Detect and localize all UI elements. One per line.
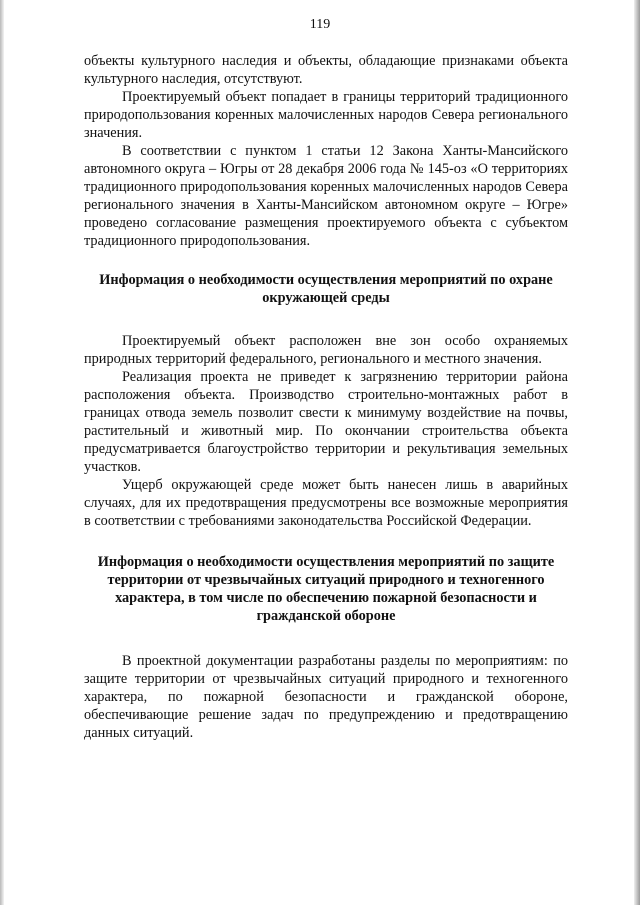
paragraph-emergency-damage: Ущерб окружающей среде может быть нанесен лишь в аварийных случаях, для их предотвращения предусмотрены все возможные мероприятия в соответствии с требованиями законодательства Российской Федерации. bbox=[84, 477, 568, 529]
paragraph-no-pollution: Реализация проекта не приведет к загрязнению территории района расположения объекта. Производство строительно-монтажных работ в границах отвода земель позволит свести к минимуму воздействие на почвы, растительный и животный мир. По окончании строительства объекта предусматривается благоустройство территории и рекультивация земельных участков. bbox=[84, 369, 568, 475]
paragraph-protected-areas: Проектируемый объект расположен вне зон особо охраняемых природных территорий федерального, регионального и местного значения. bbox=[84, 333, 568, 367]
document-body bbox=[84, 52, 568, 742]
paragraph-design-sections: В проектной документации разработаны разделы по мероприятиям: по защите территории от чрезвычайных ситуаций природного и техногенного характера, по пожарной безопасности и гражданской обороне, обеспечивающие решение задач по предупреждению и предотвращению данных ситуаций. bbox=[84, 653, 568, 741]
scan-edge-left bbox=[0, 0, 4, 905]
paragraph-cultural-heritage: объекты культурного наследия и объекты, обладающие признаками объекта культурного наследия, отсутствуют. bbox=[84, 53, 568, 87]
paragraph-law-approval: В соответствии с пунктом 1 статьи 12 Закона Ханты-Мансийского автономного округа – Югры от 28 декабря 2006 года № 145-оз «О территориях традиционного природопользования коренных малочисленных народов Севера регионального значения в Ханты-Мансийском автономном округе – Югре» проведено согласование размещения проектируемого объекта с субъектом традиционного природопользования. bbox=[84, 143, 568, 249]
heading-emergency-protection: Информация о необходимости осуществления мероприятий по защите территории от чрезвычайных ситуаций природного и техногенного характера, в том числе по обеспечению пожарной безопасности и гражданской обороне bbox=[97, 554, 555, 624]
page-number: 119 bbox=[309, 17, 331, 32]
scan-edge-right bbox=[634, 0, 640, 905]
heading-environment-protection: Информация о необходимости осуществления мероприятий по охране окружающей среды bbox=[99, 272, 553, 306]
paragraph-traditional-territories: Проектируемый объект попадает в границы территорий традиционного природопользования коренных малочисленных народов Севера регионального значения. bbox=[84, 89, 568, 141]
